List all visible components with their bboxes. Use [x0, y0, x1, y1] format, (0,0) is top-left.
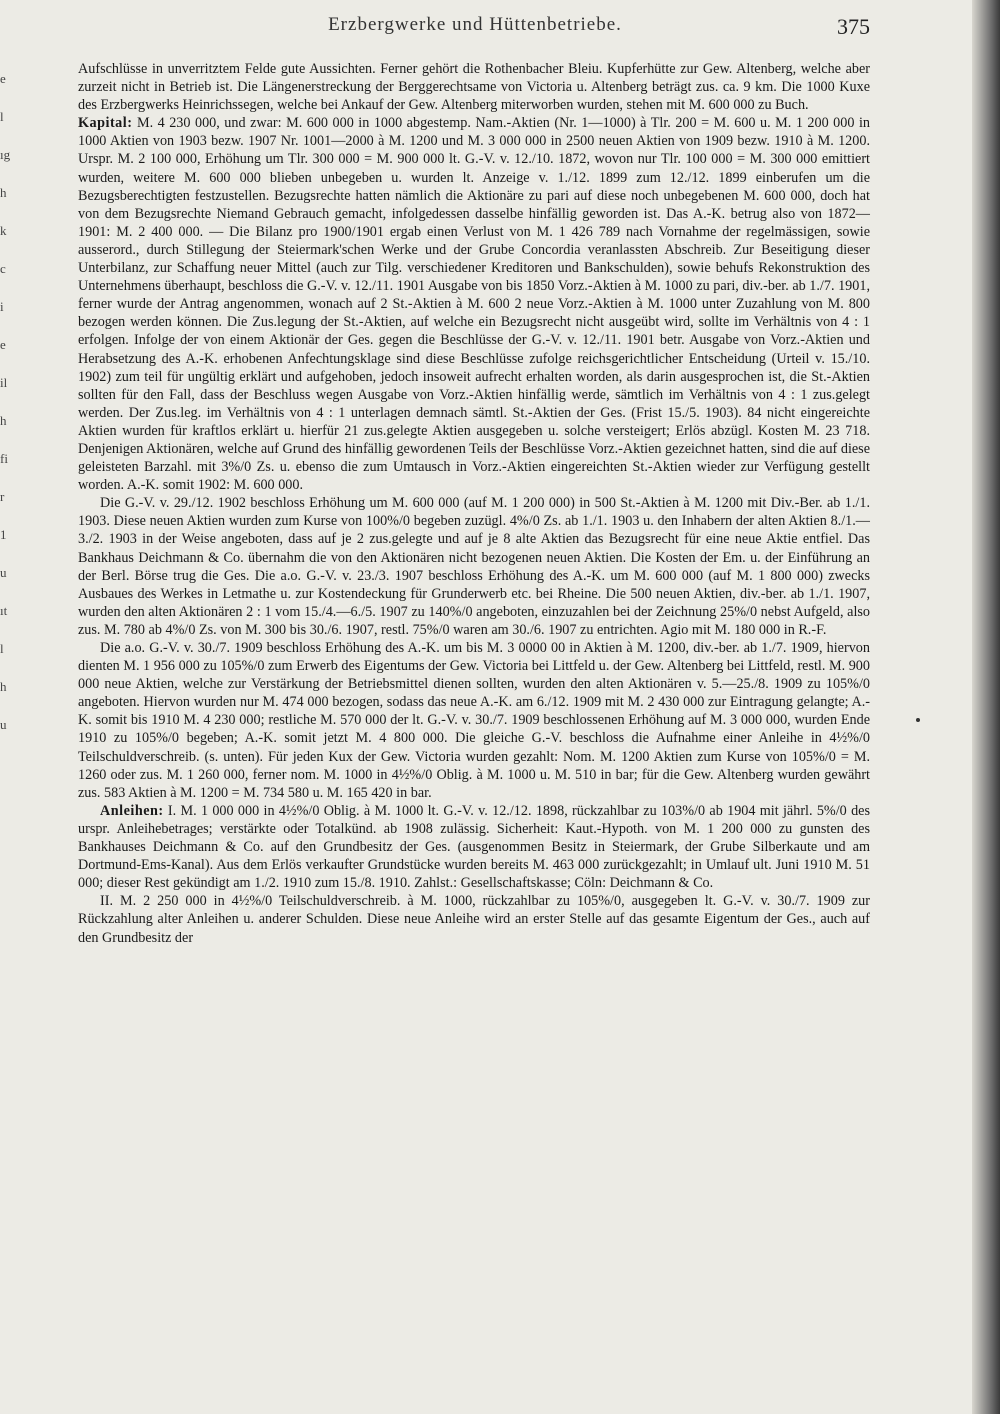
anleihen-label: Anleihen:: [100, 802, 164, 819]
margin-fragment: 1: [0, 527, 7, 542]
margin-fragment: e: [0, 337, 6, 352]
left-margin-fragments: [0, 70, 14, 754]
gutter-shadow: [972, 0, 1000, 1414]
margin-fragment: c: [0, 261, 6, 276]
paragraph-anleihe-2: II. M. 2 250 000 in 4½%/0 Teilschuldverschreib. à M. 1000, rückzahlbar zu 105%/0, ausgegeben lt. G.-V. v. 30./7. 1909 zur Rückzahlung alter Anleihen u. anderer Schulden. Diese neue Anleihe wird an erster Stelle auf das gesamte Eigentum der Ges., auch auf den Grundbesitz der: [78, 893, 870, 946]
margin-dot: [916, 718, 920, 722]
margin-fragment: u: [0, 565, 7, 580]
paragraph-kapital: Kapital: M. 4 230 000, und zwar: M. 600 000 in 1000 abgestemp. Nam.-Aktien (Nr. 1—1000) à Tlr. 200 = M. 600 u. M. 1 200 000 in 1000 Aktien von 1903 bezw. 1907 Nr. 1001—2000 à M. 1200 und M. 3 000 000 in 2500 neuen Aktien von 1909 bezw. 1910 à M. 1200. Urspr. M. 2 100 000, Erhöhung um Tlr. 300 000 = M. 900 000 lt. G.-V. v. 12./10. 1872, wovon nur Tlr. 100 000 = M. 300 000 emittiert wurden, weitere M. 600 000 blieben unbegeben u. wurden lt. Anzeige v. 1./12. 1899 zum 12./12. 1899 einberufen um die Bezugsberechtigten festzustellen. Bezugsrechte hatten nämlich die Aktionäre zu pari auf diese noch unbegebenen M. 600 000, doch hat von dem Bezugsrechte Niemand Gebrauch gemacht, infolgedessen dasselbe hinfällig geworden ist. Das A.-K. betrug also von 1872—1901: M. 2 400 000. — Die Bilanz pro 1900/1901 ergab einen Verlust von M. 1 426 789 nach Vornahme der regelmässigen, sowie ausserord., durch Stillegung der Steiermark'schen Werke und der Grube Concordia veranlassten Abschreib. Zur Beseitigung dieser Unterbilanz, zur Schaffung neuer Mittel (auch zur Tilg. verschiedener Kreditoren und Bankschulden), sowie behufs Rekonstruktion des Unternehmens überhaupt, beschloss die G.-V. v. 12./11. 1901 Ausgabe von bis 1850 Vorz.-Aktien à M. 1000 zu pari, div.-ber. ab 1./7. 1901, ferner wurde der Antrag angenommen, wonach auf 2 St.-Aktien à M. 600 2 neue Vorz.-Aktien à M. 1000 unter Zuzahlung von M. 800 bezogen werden können. Die Zus.legung der St.-Aktien, auf welche ein Bezugsrecht nicht ausgeübt wird, sollte im Verhältnis von 4 : 1 erfolgen. Infolge der von einem Aktionär der Ges. gegen die Beschlüsse der G.-V. v. 12./11. 1901 betr. Ausgabe von Vorz.-Aktien und Herabsetzung des A.-K. erhobenen Anfechtungsklage sind diese Beschlüsse zufolge reichsgerichtlicher Entscheidung (Urteil v. 15./10. 1902) zum teil für ungültig erklärt und aufgehoben, jedoch insoweit aufrecht erhalten worden, als darin ausgesprochen ist, die St.-Aktien sollten für den Fall, dass der Beschluss wegen Ausgabe von Vorz.-Aktien hinfällig werde, sämtlich im Verhältnis von 4 : 1 zus.gelegt werden. Der Zus.leg. im Verhältnis von 4 : 1 unterlagen demnach sämtl. St.-Aktien der Ges. (Frist 15./5. 1903). 84 nicht eingereichte Aktien wurden für kraftlos erklärt u. hierfür 21 zus.gelegte Aktien ausgegeben u. solche versteigert; Erlös abzügl. Kosten M. 23 718. Denjenigen Aktionären, welche auf Grund des hinfällig gewordenen Teils der Beschlüsse Vorz.-Aktien gezeichnet hatten, sind die auf diese geleisteten Barzahl. mit 3%/0 Zs. u. ebenso die zum Umtausch in Vorz.-Aktien eingereichten St.-Aktien wieder zur Verfügung gestellt worden. A.-K. somit 1902: M. 600 000.: [78, 115, 870, 494]
kapital-label: Kapital:: [78, 115, 133, 132]
margin-fragment: r: [0, 489, 5, 504]
page-number: 375: [837, 14, 870, 39]
running-header: Erzbergwerke und Hüttenbetriebe.: [328, 14, 622, 35]
margin-fragment: h: [0, 679, 7, 694]
paragraph-gv-1902: Die G.-V. v. 29./12. 1902 beschloss Erhöhung um M. 600 000 (auf M. 1 200 000) in 500 St.-Aktien à M. 1200 mit Div.-Ber. ab 1./1. 1903. Diese neuen Aktien wurden zum Kurse von 100%/0 begeben zuzügl. 4%/0 Zs. ab 1./1. 1903 u. den Inhabern der alten Aktien 8./1.—3./2. 1903 in der Weise angeboten, dass auf je 2 zus.gelegte und auf je 8 alte Aktien das Bezugsrecht für eine neue Aktie entfiel. Das Bankhaus Deichmann & Co. übernahm die von den Aktionären nicht bezogenen neuen Aktien. Die Kosten der Em. u. der Einführung an der Berl. Börse trug die Ges. Die a.o. G.-V. v. 23./3. 1907 beschloss Erhöhung des A.-K. um M. 600 000 (auf M. 1 800 000) zwecks Ausbaues des Werkes in Letmathe u. zur Kostendeckung für Grunderwerb etc. bei Rheine. Die 500 neuen Aktien, div.-ber. ab 1./1. 1907, wurden den alten Aktionären 2 : 1 vom 15./4.—6./5. 1907 zu 140%/0 angeboten, einzuzahlen bei der Zeichnung 25%/0 nebst Aufgeld, also zus. M. 780 ab 4%/0 Zs. von M. 300 bis 30./6. 1907, restl. 75%/0 waren am 30./6. 1907 zu entrichten. Agio mit M. 180 000 in R.-F.: [78, 495, 870, 638]
paragraph-anleihen: Anleihen: I. M. 1 000 000 in 4½%/0 Oblig. à M. 1000 lt. G.-V. v. 12./12. 1898, rückzahlbar zu 103%/0 ab 1904 mit jährl. 5%/0 des urspr. Anleihebetrages; verstärkte oder Totalkünd. ab 1908 zulässig. Sicherheit: Kaut.-Hypoth. von M. 1 200 000 zu gunsten des Bankhauses Deichmann & Co. auf den Grundbesitz der Ges. (ausgenommen Besitz in Steiermark, der Grube Silberkaute und am Dortmund-Ems-Kanal). Aus dem Erlös verkaufter Grundstücke wurden bereits M. 463 000 zurückgezahlt; in Umlauf ult. Juni 1910 M. 51 000; dieser Rest gekündigt am 1./2. 1910 zum 15./8. 1910. Zahlst.: Gesellschaftskasse; Cöln: Deichmann & Co.: [78, 802, 870, 892]
margin-fragment: l: [0, 641, 4, 656]
margin-fragment: h: [0, 185, 7, 200]
margin-fragment: ıt: [0, 603, 8, 618]
page-body: [78, 60, 870, 947]
margin-fragment: k: [0, 223, 7, 238]
paragraph-gv-1909: Die a.o. G.-V. v. 30./7. 1909 beschloss Erhöhung des A.-K. um bis M. 3 0000 00 in Aktien à M. 1200, div.-ber. ab 1./7. 1909, hiervon dienten M. 1 956 000 zu 105%/0 zum Erwerb des Eigentums der Gew. Victoria bei Littfeld u. der Gew. Altenberg bei Littfeld, restl. M. 900 000 neue Aktien, welche zur Verstärkung der Betriebsmittel dienen sollten, wurden den alten Aktionären v. 5.—25./8. 1909 zu 105%/0 angeboten. Hiervon wurden nur M. 474 000 bezogen, sodass das neue A.-K. am 6./12. 1909 mit M. 2 430 000 zur Eintragung gelangte; A.-K. somit bis 1910 M. 4 230 000; restliche M. 570 000 der lt. G.-V. v. 30./7. 1909 beschlossenen Erhöhung auf M. 3 000 000, wurden Ende 1910 zu 105%/0 begeben; A.-K. somit jetzt M. 4 800 000. Die gleiche G.-V. beschloss die Aufnahme einer Anleihe in 4½%/0 Teilschuldverschreib. (s. unten). Für jeden Kux der Gew. Victoria wurden gezahlt: Nom. M. 1200 Aktien zum Kurse von 105%/0 = M. 1260 oder zus. M. 1 260 000, ferner nom. M. 1000 in 4½%/0 Oblig. à M. 1000 u. M. 510 in bar; für die Gew. Altenberg wurden gewährt zus. 583 Aktien à M. 1200 = M. 734 580 u. M. 165 420 in bar.: [78, 640, 870, 801]
paragraph-intro: Aufschlüsse in unverritztem Felde gute Aussichten. Ferner gehört die Rothenbacher Bleiu. Kupferhütte zur Gew. Altenberg, welche aber zurzeit nicht in Betrieb ist. Die Längenerstreckung der Berggerechtsame von Victoria u. Altenberg beträgt zus. ca. 9 km. Die 1000 Kuxe des Erzbergwerks Heinrichssegen, welche bei Ankauf der Gew. Altenberg miterworben wurden, stehen mit M. 600 000 zu Buch.: [78, 61, 870, 114]
margin-fragment: i: [0, 299, 4, 314]
margin-fragment: ıg: [0, 147, 11, 162]
margin-fragment: e: [0, 71, 6, 86]
margin-fragment: u: [0, 717, 7, 732]
margin-fragment: fi: [0, 451, 8, 466]
margin-fragment: l: [0, 109, 4, 124]
margin-fragment: h: [0, 413, 7, 428]
margin-fragment: il: [0, 375, 8, 390]
